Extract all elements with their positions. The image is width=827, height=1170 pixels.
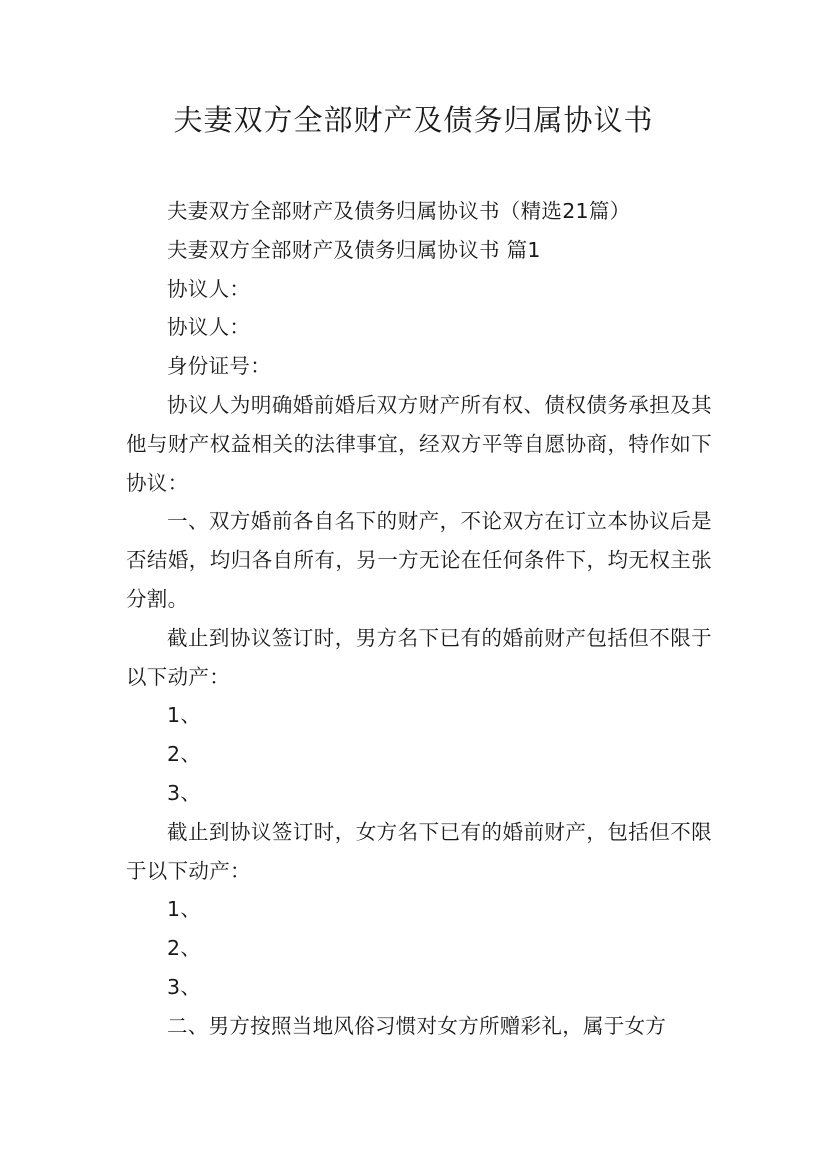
list-item: 1、 (167, 703, 202, 728)
list-item: 2、 (167, 936, 202, 961)
list-item: 3、 (167, 780, 202, 805)
subtitle-line: 夫妻双方全部财产及债务归属协议书（精选21篇） (167, 199, 631, 223)
clause-paragraph: 截止到协议签订时，男方名下已有的婚前财产包括但不限于以下动产： (126, 625, 712, 689)
list-item: 1、 (167, 897, 202, 922)
clause-paragraph: 截止到协议签订时，女方名下已有的婚前财产，包括但不限于以下动产： (126, 819, 712, 883)
list-item: 2、 (167, 742, 202, 767)
preamble-paragraph: 协议人为明确婚前婚后双方财产所有权、债权债务承担及其他与财产权益相关的法律事宜，经双方平等自愿协商，特作如下协议： (126, 392, 712, 495)
id-number-line: 身份证号： (167, 354, 271, 379)
document-body (126, 192, 712, 1046)
clause-paragraph: 二、男方按照当地风俗习惯对女方所赠彩礼，属于女方 (167, 1013, 667, 1038)
section-heading: 夫妻双方全部财产及债务归属协议书 篇1 (167, 237, 541, 262)
list-item: 3、 (167, 974, 202, 999)
document-title: 夫妻双方全部财产及债务归属协议书 (173, 103, 654, 137)
clause-paragraph: 一、双方婚前各自名下的财产，不论双方在订立本协议后是否结婚，均归各自所有，另一方无论在任何条件下，均无权主张分割。 (126, 509, 712, 611)
party-line: 协议人： (167, 276, 251, 301)
party-line: 协议人： (167, 315, 251, 340)
